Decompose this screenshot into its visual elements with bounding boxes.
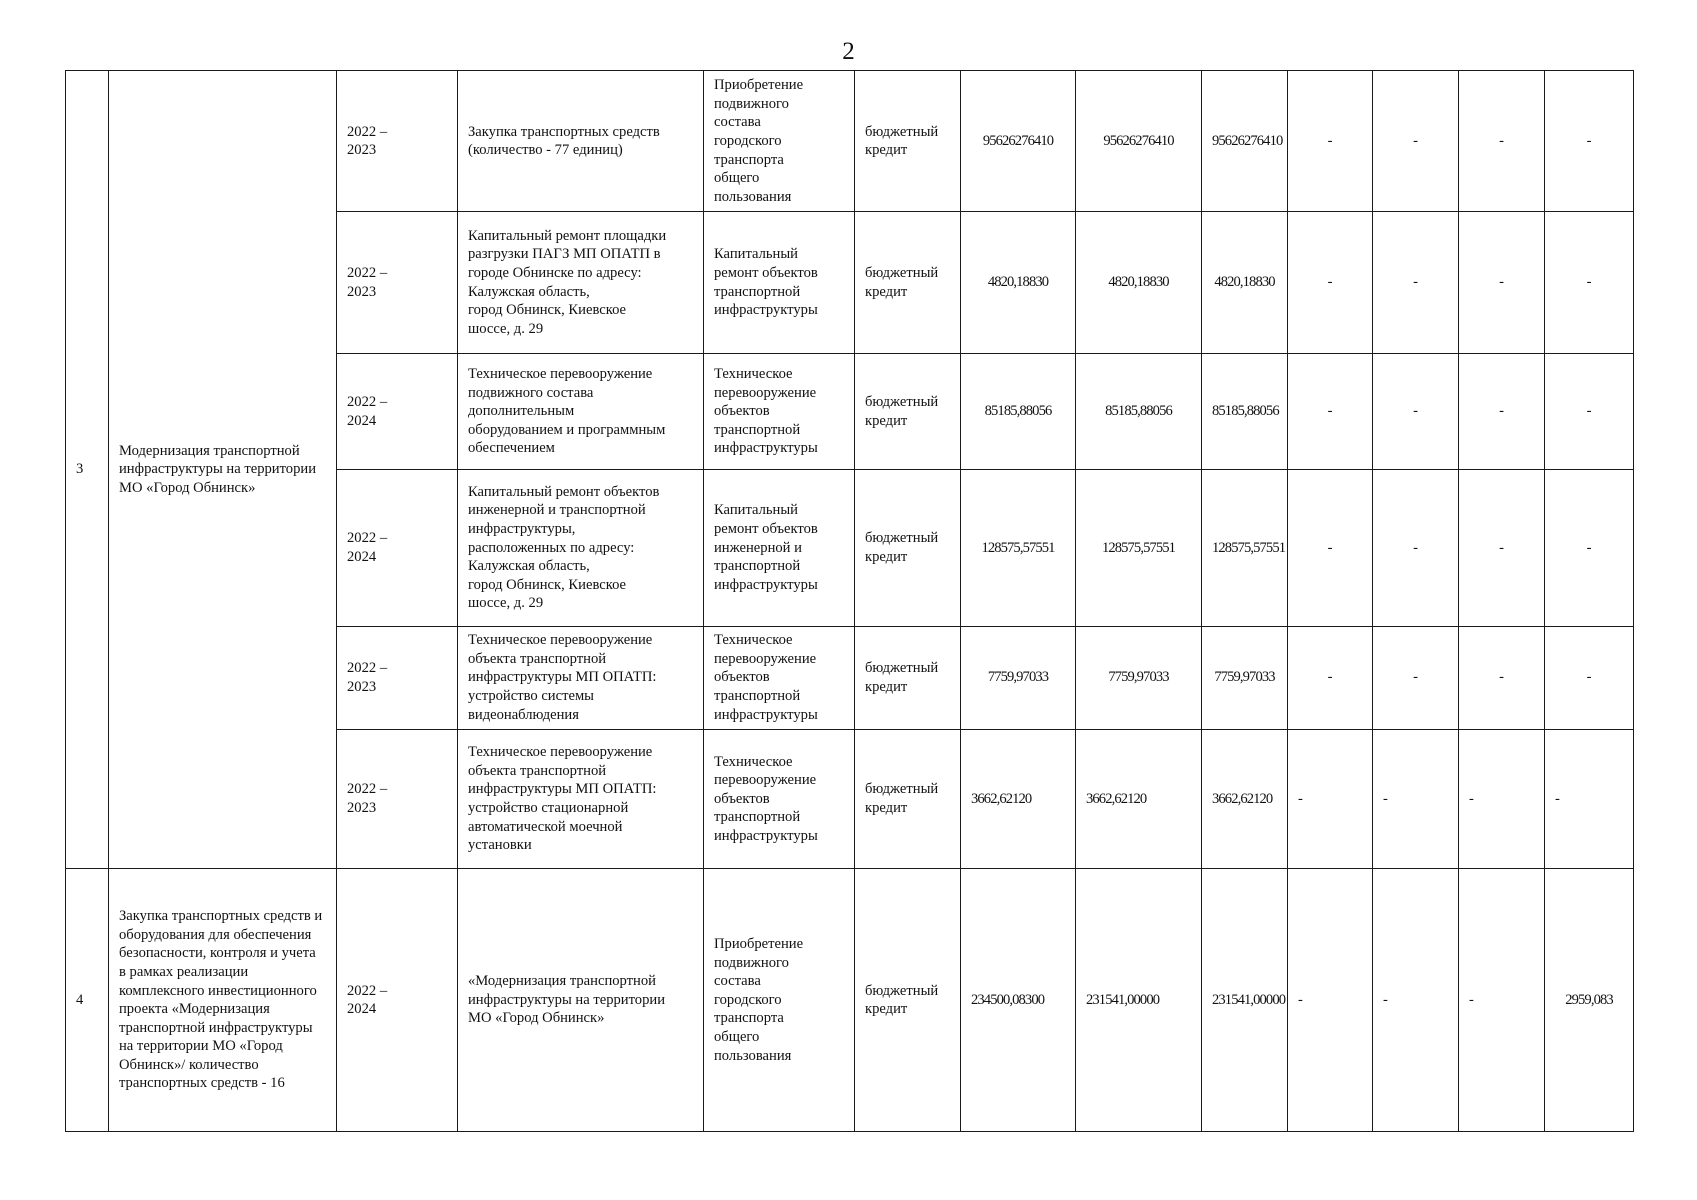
amount-value: 4820,18830 <box>1202 212 1288 353</box>
amount-value: 4820,18830 <box>1076 212 1202 353</box>
amount-value: 231541,00000 <box>1076 869 1202 1132</box>
amount-value: 231541,00000 <box>1202 869 1288 1132</box>
empty-value-dash: - <box>1373 353 1459 469</box>
measure-direction: Техническое перевооружение объектов транспортной инфраструктуры <box>704 729 855 868</box>
amount-value: 2959,083 <box>1545 869 1634 1132</box>
amount-value: 85185,88056 <box>1202 353 1288 469</box>
measure-direction: Приобретение подвижного состава городского транспорта общего пользования <box>704 71 855 212</box>
empty-value-dash: - <box>1288 71 1373 212</box>
empty-value-dash: - <box>1545 353 1634 469</box>
empty-value-dash: - <box>1288 869 1373 1132</box>
measure-direction: Техническое перевооружение объектов транспортной инфраструктуры <box>704 353 855 469</box>
measure-description: Закупка транспортных средств (количество - 77 единиц) <box>458 71 704 212</box>
empty-value-dash: - <box>1459 626 1545 729</box>
empty-value-dash: - <box>1459 353 1545 469</box>
empty-value-dash: - <box>1545 212 1634 353</box>
funding-source: бюджетный кредит <box>855 71 961 212</box>
empty-value-dash: - <box>1545 71 1634 212</box>
empty-value-dash: - <box>1373 71 1459 212</box>
empty-value-dash: - <box>1459 470 1545 627</box>
empty-value-dash: - <box>1288 626 1373 729</box>
measure-direction: Техническое перевооружение объектов транспортной инфраструктуры <box>704 626 855 729</box>
table-row <box>66 71 1634 212</box>
amount-value: 85185,88056 <box>961 353 1076 469</box>
period-years: 2022 – 2024 <box>337 353 458 469</box>
amount-value: 3662,62120 <box>1076 729 1202 868</box>
empty-value-dash: - <box>1545 729 1634 868</box>
period-years: 2022 – 2024 <box>337 470 458 627</box>
funding-source: бюджетный кредит <box>855 869 961 1132</box>
amount-value: 3662,62120 <box>961 729 1076 868</box>
amount-value: 7759,97033 <box>961 626 1076 729</box>
object-name: Закупка транспортных средств и оборудования для обеспечения безопасности, контроля и учета в рамках реализации комплексного инвестиционного проекта «Модернизация транспортной инфраструктуры на территории МО «Город Обнинск»/ количество транспортных средств - 16 <box>109 869 337 1132</box>
measure-direction: Приобретение подвижного состава городского транспорта общего пользования <box>704 869 855 1132</box>
empty-value-dash: - <box>1288 729 1373 868</box>
funding-source: бюджетный кредит <box>855 353 961 469</box>
measure-direction: Капитальный ремонт объектов транспортной инфраструктуры <box>704 212 855 353</box>
period-years: 2022 – 2024 <box>337 869 458 1132</box>
row-number: 4 <box>66 869 109 1132</box>
empty-value-dash: - <box>1459 729 1545 868</box>
amount-value: 7759,97033 <box>1076 626 1202 729</box>
table-row <box>66 869 1634 1132</box>
empty-value-dash: - <box>1373 212 1459 353</box>
amount-value: 128575,57551 <box>1076 470 1202 627</box>
amount-value: 234500,08300 <box>961 869 1076 1132</box>
measure-description: Капитальный ремонт объектов инженерной и транспортной инфраструктуры, расположенных по адресу: Калужская область, город Обнинск, Киевское шоссе, д. 29 <box>458 470 704 627</box>
amount-value: 85185,88056 <box>1076 353 1202 469</box>
empty-value-dash: - <box>1288 353 1373 469</box>
empty-value-dash: - <box>1373 470 1459 627</box>
amount-value: 128575,57551 <box>1202 470 1288 627</box>
period-years: 2022 – 2023 <box>337 71 458 212</box>
funding-source: бюджетный кредит <box>855 729 961 868</box>
amount-value: 3662,62120 <box>1202 729 1288 868</box>
measure-description: Капитальный ремонт площадки разгрузки ПАГЗ МП ОПАТП в городе Обнинске по адресу: Калужская область, город Обнинск, Киевское шоссе, д. 29 <box>458 212 704 353</box>
empty-value-dash: - <box>1545 470 1634 627</box>
funding-source: бюджетный кредит <box>855 212 961 353</box>
funding-source: бюджетный кредит <box>855 470 961 627</box>
amount-value: 95626276410 <box>1076 71 1202 212</box>
page-number: 2 <box>842 38 855 65</box>
empty-value-dash: - <box>1288 470 1373 627</box>
empty-value-dash: - <box>1373 869 1459 1132</box>
amount-value: 95626276410 <box>1202 71 1288 212</box>
measure-description: Техническое перевооружение подвижного состава дополнительным оборудованием и программным обеспечением <box>458 353 704 469</box>
period-years: 2022 – 2023 <box>337 626 458 729</box>
row-number: 3 <box>66 71 109 869</box>
measure-description: Техническое перевооружение объекта транспортной инфраструктуры МП ОПАТП: устройство системы видеонаблюдения <box>458 626 704 729</box>
amount-value: 95626276410 <box>961 71 1076 212</box>
empty-value-dash: - <box>1459 212 1545 353</box>
funding-source: бюджетный кредит <box>855 626 961 729</box>
measure-description: Техническое перевооружение объекта транспортной инфраструктуры МП ОПАТП: устройство стационарной автоматической моечной установки <box>458 729 704 868</box>
amount-value: 4820,18830 <box>961 212 1076 353</box>
measure-direction: Капитальный ремонт объектов инженерной и транспортной инфраструктуры <box>704 470 855 627</box>
empty-value-dash: - <box>1545 626 1634 729</box>
investment-plan-table <box>65 70 1634 1132</box>
empty-value-dash: - <box>1459 869 1545 1132</box>
object-name: Модернизация транспортной инфраструктуры на территории МО «Город Обнинск» <box>109 71 337 869</box>
amount-value: 7759,97033 <box>1202 626 1288 729</box>
empty-value-dash: - <box>1288 212 1373 353</box>
empty-value-dash: - <box>1373 626 1459 729</box>
amount-value: 128575,57551 <box>961 470 1076 627</box>
measure-description: «Модернизация транспортной инфраструктуры на территории МО «Город Обнинск» <box>458 869 704 1132</box>
empty-value-dash: - <box>1459 71 1545 212</box>
empty-value-dash: - <box>1373 729 1459 868</box>
period-years: 2022 – 2023 <box>337 212 458 353</box>
period-years: 2022 – 2023 <box>337 729 458 868</box>
